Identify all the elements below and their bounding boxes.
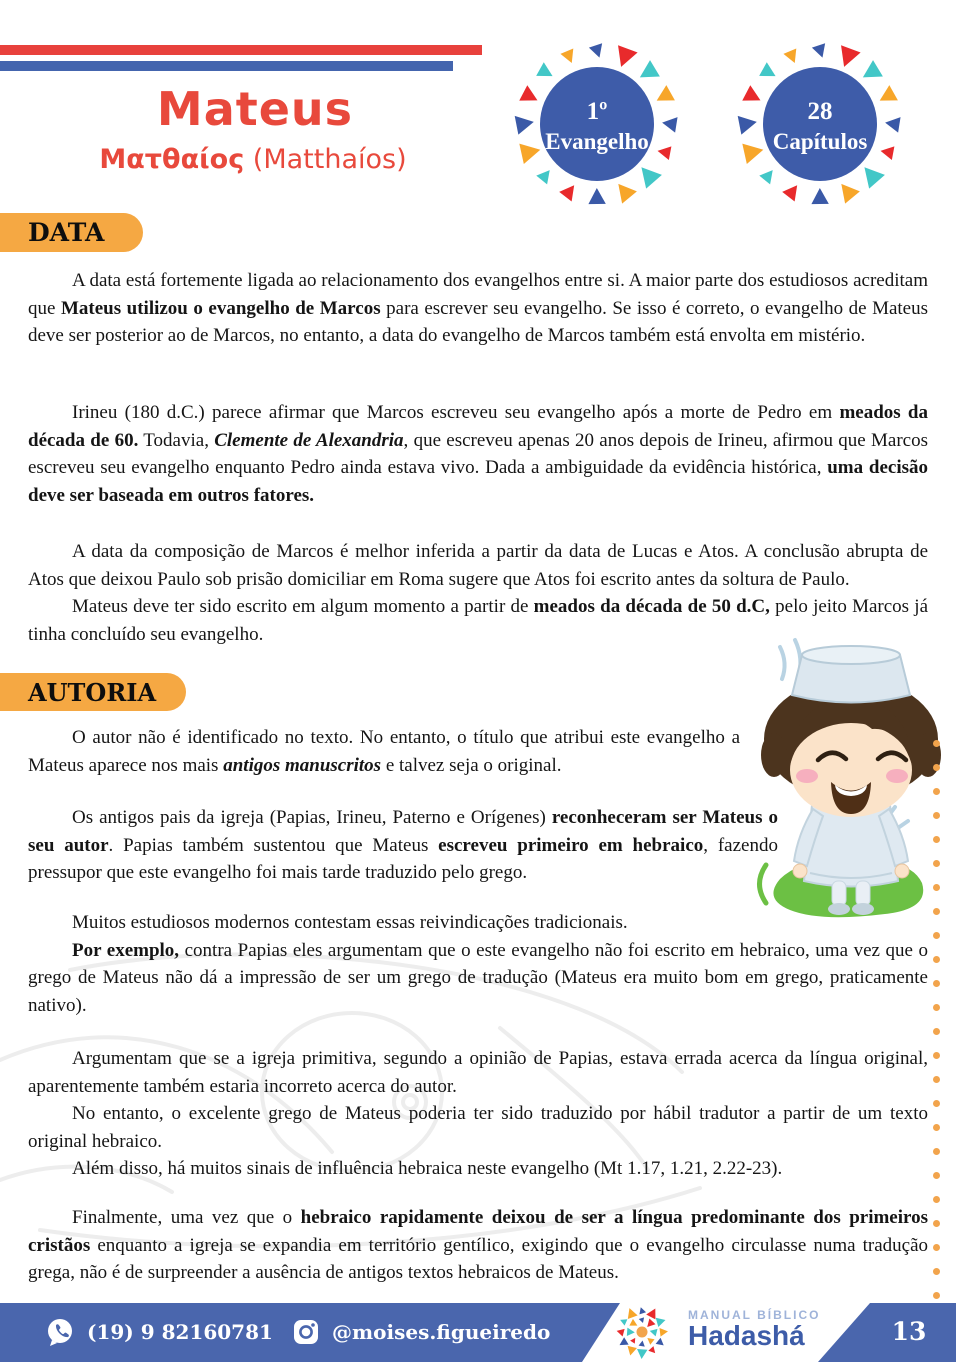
orange-dot [933,1004,940,1011]
orange-dot [933,932,940,939]
paragraph: Irineu (180 d.C.) parece afirmar que Marcos escreveu seu evangelho após a morte de Pedro em meados da década de 60. Todavia, Clemente de Alexandria, que escreveu apenas 20 anos depois de Irineu, afirmou que Marcos escreveu seu evangelho enquanto Pedro ainda estava vivo. Dada a ambiguidade da evidência histórica, uma decisão deve ser baseada em outros fatores. [28,402,929,506]
orange-dot [933,1100,940,1107]
footer-instagram-handle: @moises.figueiredo [332,1320,551,1344]
badge-line1: 28 [807,98,833,125]
whatsapp-icon [46,1318,74,1346]
badge-first-gospel [512,39,682,209]
orange-dot [933,1028,940,1035]
paragraph: A data está fortemente ligada ao relacionamento dos evangelhos entre si. A maior parte dos estudiosos acreditam que Mateus utilizou o evangelho de Marcos para escrever seu evangelho. Se isso é correto, o evangelho de Mateus deve ser posterior ao de Marcos, no entanto, a data do evangelho de Marcos também está envolta em mistério. [28,270,929,346]
footer-phone [46,1318,273,1346]
brand-tagline: MANUAL BÍBLICO [688,1308,821,1322]
orange-dot [933,1292,940,1299]
orange-dot [933,980,940,987]
orange-dot [933,1172,940,1179]
badge-line1: 1º [586,98,608,125]
paragraph: Os antigos pais da igreja (Papias, Irineu, Paterno e Orígenes) reconheceram ser Mateus o seu autor. Papias também sustentou que Mateus escreveu primeiro em hebraico, fazendo pressupor que este evangelho foi mais tarde traduzido pelo grego. [28,807,778,883]
section-label-autoria [0,673,186,711]
orange-dot [933,1076,940,1083]
section-label-text: AUTORIA [28,677,157,707]
page-title: Mateus [156,82,354,136]
brand-wordmark [688,1308,820,1350]
section-label-data [0,213,143,252]
footer-instagram [293,1319,550,1345]
badge-line2: Capítulos [772,129,868,154]
section-label-text: DATA [28,218,105,247]
badge-line2: Evangelho [545,129,649,154]
paragraph: O autor não é identificado no texto. No entanto, o título que atribui este evangelho a Mateus aparece nos mais antigos manuscritos e talvez seja o original. [28,727,740,776]
orange-dot [933,956,940,963]
orange-dot [933,1268,940,1275]
footer-phone-number: (19) 9 82160781 [87,1320,273,1344]
cartoon-boy-illustration [750,633,956,923]
subtitle-greek: Ματθαίος [99,144,245,175]
subtitle-transliteration: (Matthaíos) [252,144,407,175]
paragraph: Finalmente, uma vez que o hebraico rapidamente deixou de ser a língua predominante dos primeiros cristãos enquanto a igreja se expandia em território gentílico, exigindo que o evangelho circulasse numa tradução grega, não é de surpreender a ausência de antigos textos hebraicos de Mateus. [28,1207,928,1283]
orange-dot [933,1124,940,1131]
top-red-bar [0,45,482,55]
orange-dot [933,1244,940,1251]
page-number: 13 [891,1317,927,1346]
top-blue-bar [0,61,453,71]
badge-chapters [735,39,905,209]
orange-dot [933,1148,940,1155]
paragraph: Muitos estudiosos modernos contestam essas reivindicações tradicionais. Por exemplo, contra Papias eles argumentam que o este evangelho não foi escrito em hebraico, uma vez que o grego de Mateus não dá a impressão de ser um grego de tradução (Mateus era muito bom em grego, praticamente nativo). [28,912,928,1016]
paragraph: Argumentam que se a igreja primitiva, segundo a opinião de Papias, estava errada acerca da língua original, aparentemente também estaria incorreto acerca do autor. No entanto, o excelente grego de Mateus poderia ter sido traduzido por hábil tradutor a partir de um texto original hebraico. Além disso, há muitos sinais de influência hebraica neste evangelho (Mt 1.17, 1.21, 2.22-23). [28,1048,928,1179]
orange-dot [933,1052,940,1059]
page-subtitle [30,144,476,175]
brand-name: Hadashá [688,1320,805,1351]
instagram-icon [293,1319,319,1345]
paragraph: A data da composição de Marcos é melhor inferida a partir da data de Lucas e Atos. A conclusão abrupta de Atos que deixou Paulo sob prisão domiciliar em Roma sugere que Atos foi escrito antes da soltura de Paulo. Mateus deve ter sido escrito em algum momento a partir de meados da década de 50 d.C, pelo jeito Marcos já tinha concluído seu evangelho. [28,541,928,645]
hadasha-starburst-icon [612,1302,672,1362]
orange-dot [933,1196,940,1203]
orange-dot [933,1220,940,1227]
